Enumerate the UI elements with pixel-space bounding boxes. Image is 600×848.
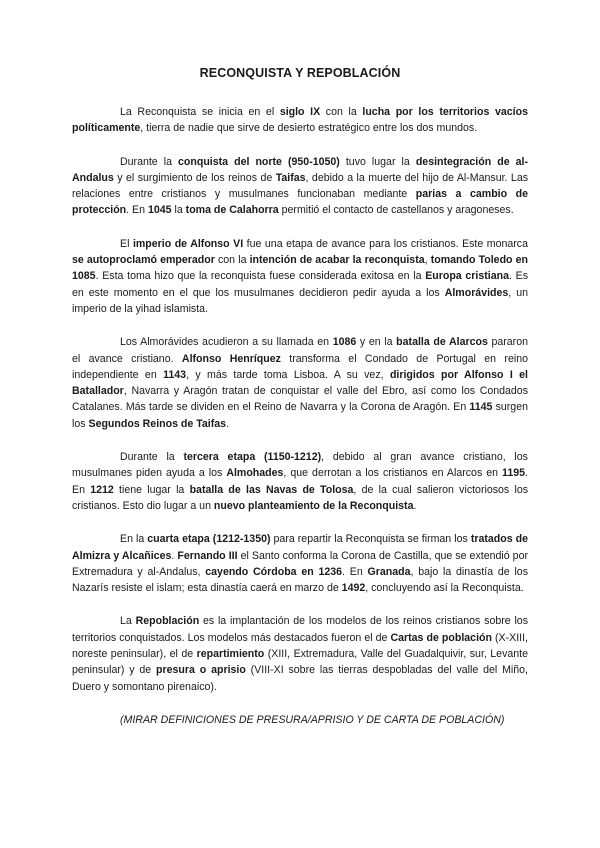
- bold-term: lucha por los territorios vacíos políticamente: [72, 106, 528, 135]
- bold-term: Taifas: [275, 171, 306, 184]
- bold-term: parias a cambio de protección: [72, 188, 528, 217]
- bold-term: cayendo Córdoba en 1236: [205, 565, 343, 578]
- text-run: ,: [424, 254, 431, 267]
- bold-term: conquista del norte (950-1050): [178, 155, 340, 168]
- bold-term: presura o aprisio: [156, 664, 246, 677]
- note-definiciones: (MIRAR DEFINICIONES DE PRESURA/APRISIO Y DE CARTA DE POBLACIÓN): [120, 713, 505, 726]
- text-run: , un imperio de la yihad islamista.: [72, 286, 528, 315]
- paragraph-cuarta-etapa: [72, 531, 528, 596]
- text-run: y en la: [356, 336, 397, 349]
- bold-term: 1195: [502, 467, 526, 480]
- text-run: tuvo lugar la: [339, 155, 416, 168]
- text-run: con la: [214, 254, 250, 267]
- bold-term: tomando Toledo en 1085: [72, 254, 529, 283]
- paragraph-tercera-etapa: [72, 449, 528, 514]
- bold-term: tratados de Almizra y Alcañices: [72, 533, 528, 562]
- bold-term: Fernando III: [177, 549, 238, 562]
- text-run: . Esta toma hizo que la reconquista fuese considerada exitosa en la: [95, 270, 426, 283]
- bold-term: 1212: [90, 483, 114, 496]
- text-run: y el surgimiento de los reinos de: [113, 171, 276, 184]
- page-title: RECONQUISTA Y REPOBLACIÓN: [199, 66, 401, 80]
- bold-term: batalla de Alarcos: [396, 336, 488, 349]
- text-run: , de la cual salieron victoriosos los cristianos. Esto dio lugar a un: [72, 483, 529, 512]
- bold-term: nuevo planteamiento de la Reconquista: [213, 499, 414, 512]
- text-run: , y más tarde toma Lisboa. A su vez,: [186, 368, 390, 381]
- text-run: En la: [120, 533, 148, 546]
- bold-term: Alfonso Henríquez: [181, 352, 281, 365]
- bold-term: repartimiento: [196, 648, 265, 661]
- paragraph-intro: [72, 104, 528, 137]
- paragraph-almoravides: [72, 334, 528, 432]
- text-run: fue una etapa de avance para los cristianos. Este monarca: [243, 237, 528, 250]
- bold-term: toma de Calahorra: [185, 204, 279, 217]
- text-run: , Navarra y Aragón tratan de conquistar el valle del Ebro, así como los Condados Catalanes. Más tarde se dividen en el Reino de Navarra y la Corona de Aragón. En: [72, 385, 528, 414]
- bold-term: Europa cristiana: [425, 270, 509, 283]
- bold-term: se autoproclamó emperador: [72, 254, 215, 267]
- text-run: .: [413, 499, 417, 512]
- bold-term: dirigidos por Alfonso I el Batallador: [72, 368, 528, 398]
- text-run: .: [171, 549, 178, 562]
- bold-term: 1492: [341, 582, 366, 595]
- bold-term: Almorávides: [444, 286, 509, 299]
- text-run: La Reconquista se inicia en el: [120, 106, 280, 118]
- text-run: tiene lugar la: [113, 483, 190, 496]
- text-run: Durante la: [120, 155, 179, 168]
- bold-term: tercera etapa (1150-1212): [183, 451, 322, 464]
- text-run: , debido al gran avance cristiano, los musulmanes piden ayuda a los: [72, 451, 528, 480]
- text-run: Los Almorávides acudieron a su llamada en: [120, 336, 333, 349]
- paragraph-alfonso-vi: [72, 236, 528, 317]
- bold-term: Granada: [367, 565, 411, 578]
- bold-term: Cartas de población: [390, 631, 492, 644]
- text-run: .: [226, 417, 230, 430]
- bold-term: cuarta etapa (1212-1350): [147, 533, 271, 546]
- bold-term: siglo IX: [279, 106, 321, 118]
- text-run: transforma el Condado de Portugal en reino independiente en: [72, 352, 528, 381]
- bold-term: Almohades: [226, 467, 284, 480]
- text-run: . En: [72, 467, 528, 496]
- text-run: . En: [342, 565, 368, 578]
- bold-term: imperio de Alfonso VI: [132, 237, 244, 250]
- text-run: , debido a la muerte del hijo de Al-Mansur. Las relaciones entre cristianos y musulmanes funcionaban mediante: [72, 171, 529, 201]
- bold-term: 1086: [332, 336, 357, 349]
- text-run: surgen los: [72, 401, 528, 430]
- text-run: es la implantación de los modelos de los reinos cristianos sobre los territorios conquistados. Los modelos más destacados fueron el de: [72, 615, 528, 644]
- text-run: . En: [126, 204, 148, 217]
- text-run: con la: [320, 106, 363, 118]
- bold-term: 1143: [163, 368, 187, 381]
- text-run: La: [120, 615, 136, 628]
- text-run: , concluyendo así la Reconquista.: [365, 582, 524, 595]
- bold-term: desintegración de al-Andalus: [72, 155, 528, 184]
- text-run: Durante la: [120, 451, 184, 464]
- text-run: , tierra de nadie que sirve de desierto estratégico entre los dos mundos.: [140, 122, 478, 135]
- paragraph-repoblacion: [72, 613, 528, 694]
- text-run: el Santo conforma la Corona de Castilla, que se extendió por Extremadura y al-Andalus,: [72, 549, 528, 578]
- text-run: , que derrotan a los cristianos en Alarcos en: [283, 467, 503, 480]
- bold-term: Segundos Reinos de Taifas: [88, 417, 227, 430]
- text-run: permitió el contacto de castellanos y aragoneses.: [278, 204, 514, 217]
- bold-term: intención de acabar la reconquista: [249, 254, 425, 267]
- text-run: (X-XIII, noreste peninsular), el de: [72, 631, 528, 661]
- text-run: pararon el avance cristiano.: [72, 336, 528, 365]
- text-run: . Es en este momento en el que los musulmanes decidieron pedir ayuda a los: [72, 270, 529, 299]
- bold-term: 1145: [469, 401, 493, 414]
- text-run: la: [171, 204, 186, 217]
- text-run: para repartir la Reconquista se firman los: [270, 533, 471, 546]
- bold-term: 1045: [147, 204, 172, 217]
- paragraph-conquista-norte: [72, 154, 528, 219]
- text-run: (XIII, Extremadura, Valle del Guadalquivir, sur, Levante peninsular) y de: [72, 648, 528, 677]
- bold-term: batalla de las Navas de Tolosa: [189, 483, 354, 496]
- text-run: , bajo la dinastía de los Nazarís resiste el islam; esta dinastía caerá en marzo de: [72, 565, 528, 595]
- bold-term: Repoblación: [135, 615, 200, 628]
- text-run: El: [120, 237, 133, 250]
- text-run: (VIII-XI sobre las tierras despobladas del valle del Miño, Duero y somontano pirenaico).: [72, 664, 528, 693]
